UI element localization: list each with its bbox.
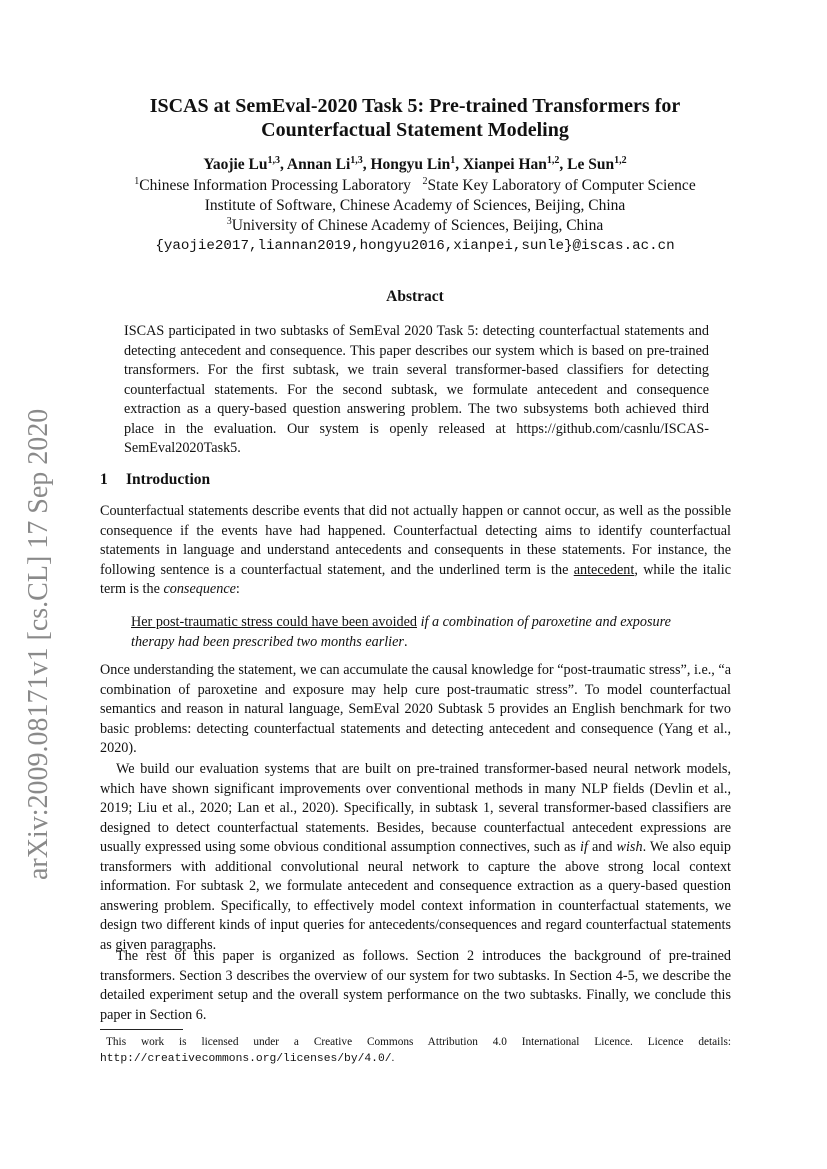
affil-sup: 3 <box>226 215 232 227</box>
author-affil-sup: 1,2 <box>614 154 627 166</box>
example-end: . <box>403 633 408 650</box>
paragraph-text: , while the italic term is the <box>100 561 731 597</box>
author-separator: , <box>362 156 371 173</box>
section-title: Introduction <box>126 471 211 488</box>
paragraph-text: and <box>587 839 617 855</box>
affiliation-3: Institute of Software, Chinese Academy of Sciences, Beijing, China <box>204 197 626 214</box>
author-list <box>100 155 730 175</box>
author-separator: , <box>559 156 568 173</box>
affiliation-1: Chinese Information Processing Laboratory <box>139 177 411 194</box>
author-name: Yaojie Lu <box>203 156 268 173</box>
footnote-url[interactable]: http://creativecommons.org/licenses/by/4.0/ <box>100 1053 392 1065</box>
example-antecedent: Her post-traumatic stress could have been avoided <box>131 614 418 630</box>
abstract-heading: Abstract <box>386 288 444 305</box>
affiliation-line-2 <box>100 196 730 216</box>
paragraph-text: . We also equip transformers with additional convolutional neural network to capture the above strong local context information. For subtask 2, we formulate antecedent and consequence extraction as a query-based question answering problem. Specifically, to effectively model context information in counterfactual statements, we design two different kinds of input queries for antecedents/consequences and regard counterfactual statements as given paragraphs. <box>100 839 731 953</box>
affiliation-2: State Key Laboratory of Computer Science <box>427 177 696 194</box>
footnote <box>100 1034 731 1067</box>
intro-paragraph-2: Once understanding the statement, we can accumulate the causal knowledge for “post-traumatic stress”, i.e., “a combination of paroxetine and exposure may help cure post-traumatic stress”. To model counterfactual semantics and reason in natural language, SemEval 2020 Subtask 5 provides an English benchmark for two basic problems: detecting counterfactual statements and detecting antecedent and consequence (Yang et al., 2020). <box>100 662 731 756</box>
footnote-rule <box>100 1029 183 1030</box>
author-name: Annan Li <box>286 156 351 173</box>
affiliation-line-3 <box>100 216 730 236</box>
intro-paragraph-4: The rest of this paper is organized as follows. Section 2 introduces the background of pre-trained transformers. Section 3 describes the overview of our system for two subtasks. In Section 4-5, we describe the detailed experiment setup and the overall system performance on the two subtasks. Finally, we conclude this paper in Section 6. <box>100 948 731 1023</box>
italic-term: wish <box>616 839 643 855</box>
title-line-1: ISCAS at SemEval-2020 Task 5: Pre-trained Transformers for <box>149 95 681 117</box>
italic-term: consequence <box>163 581 236 597</box>
paper-title <box>100 94 730 142</box>
abstract-text: ISCAS participated in two subtasks of SemEval 2020 Task 5: detecting counterfactual statements and detecting antecedent and consequence. This paper describes our system which is based on pre-trained transformers. For the first subtask, we train several transformer-based classifiers for detecting counterfactual statements. For the second subtask, we formulate antecedent and consequence extraction as a query-based question answering problem. The two subsystems both achieved third place in the evaluation. Our system is openly released at https://github.com/casnlu/ISCAS-SemEval2020Task5. <box>124 323 709 456</box>
affil-sup: 1 <box>134 175 140 187</box>
affil-sup: 2 <box>422 175 428 187</box>
author-affil-sup: 1 <box>450 154 456 166</box>
italic-term: if <box>580 839 588 855</box>
author-affil-sup: 1,2 <box>546 154 560 166</box>
intro-paragraph-1 <box>100 502 731 600</box>
author-separator: , <box>280 156 287 173</box>
title-line-2: Counterfactual Statement Modeling <box>261 119 569 141</box>
author-separator: , <box>455 156 463 173</box>
example-consequence: if a combination of paroxetine and exposure therapy had been prescribed two months earlier <box>131 614 671 650</box>
author-name: Xianpei Han <box>462 156 547 173</box>
author-emails: {yaojie2017,liannan2019,hongyu2016,xianpei,sunle}@iscas.ac.cn <box>155 238 675 254</box>
underlined-term: antecedent <box>573 561 635 578</box>
paragraph-text: Counterfactual statements describe events that did not actually happen or cannot occur, as well as the possible consequence if the events have had happened. Counterfactual detecting aims to identify counterfactual statements in language and understand antecedents and consequents in these statements. For instance, the following sentence is a counterfactual statement, and the underlined term is the <box>100 503 731 578</box>
author-affil-sup: 1,3 <box>267 154 281 166</box>
author-affil-sup: 1,3 <box>350 154 363 166</box>
arxiv-id-text: arXiv:2009.08171v1 [cs.CL] 17 Sep 2020 <box>23 408 54 880</box>
author-name: Le Sun <box>567 156 615 173</box>
paragraph-text: : <box>235 581 240 597</box>
footnote-text: This work is licensed under a Creative Commons Attribution 4.0 International Licence. Licence details: <box>106 1036 731 1048</box>
example-sentence <box>131 613 706 652</box>
footnote-end: . <box>391 1052 395 1064</box>
intro-paragraph-3 <box>100 760 731 955</box>
paragraph-text: We build our evaluation systems that are built on pre-trained transformer-based neural network models, which have shown significant improvements over conventional methods in many NLP fields (Devlin et al., 2019; Liu et al., 2020; Lan et al., 2020). Specifically, in subtask 1, several transformer-based classifiers are designed to detect counterfactual statements. Besides, because counterfactual antecedent expressions are usually expressed using some obvious conditional assumption connectives, such as <box>100 761 731 855</box>
affiliation-4: University of Chinese Academy of Sciences, Beijing, China <box>231 217 604 234</box>
affiliation-line-1 <box>100 176 730 196</box>
author-name: Hongyu Lin <box>370 156 451 173</box>
section-number: 1 <box>100 471 108 488</box>
section-heading <box>100 471 210 489</box>
